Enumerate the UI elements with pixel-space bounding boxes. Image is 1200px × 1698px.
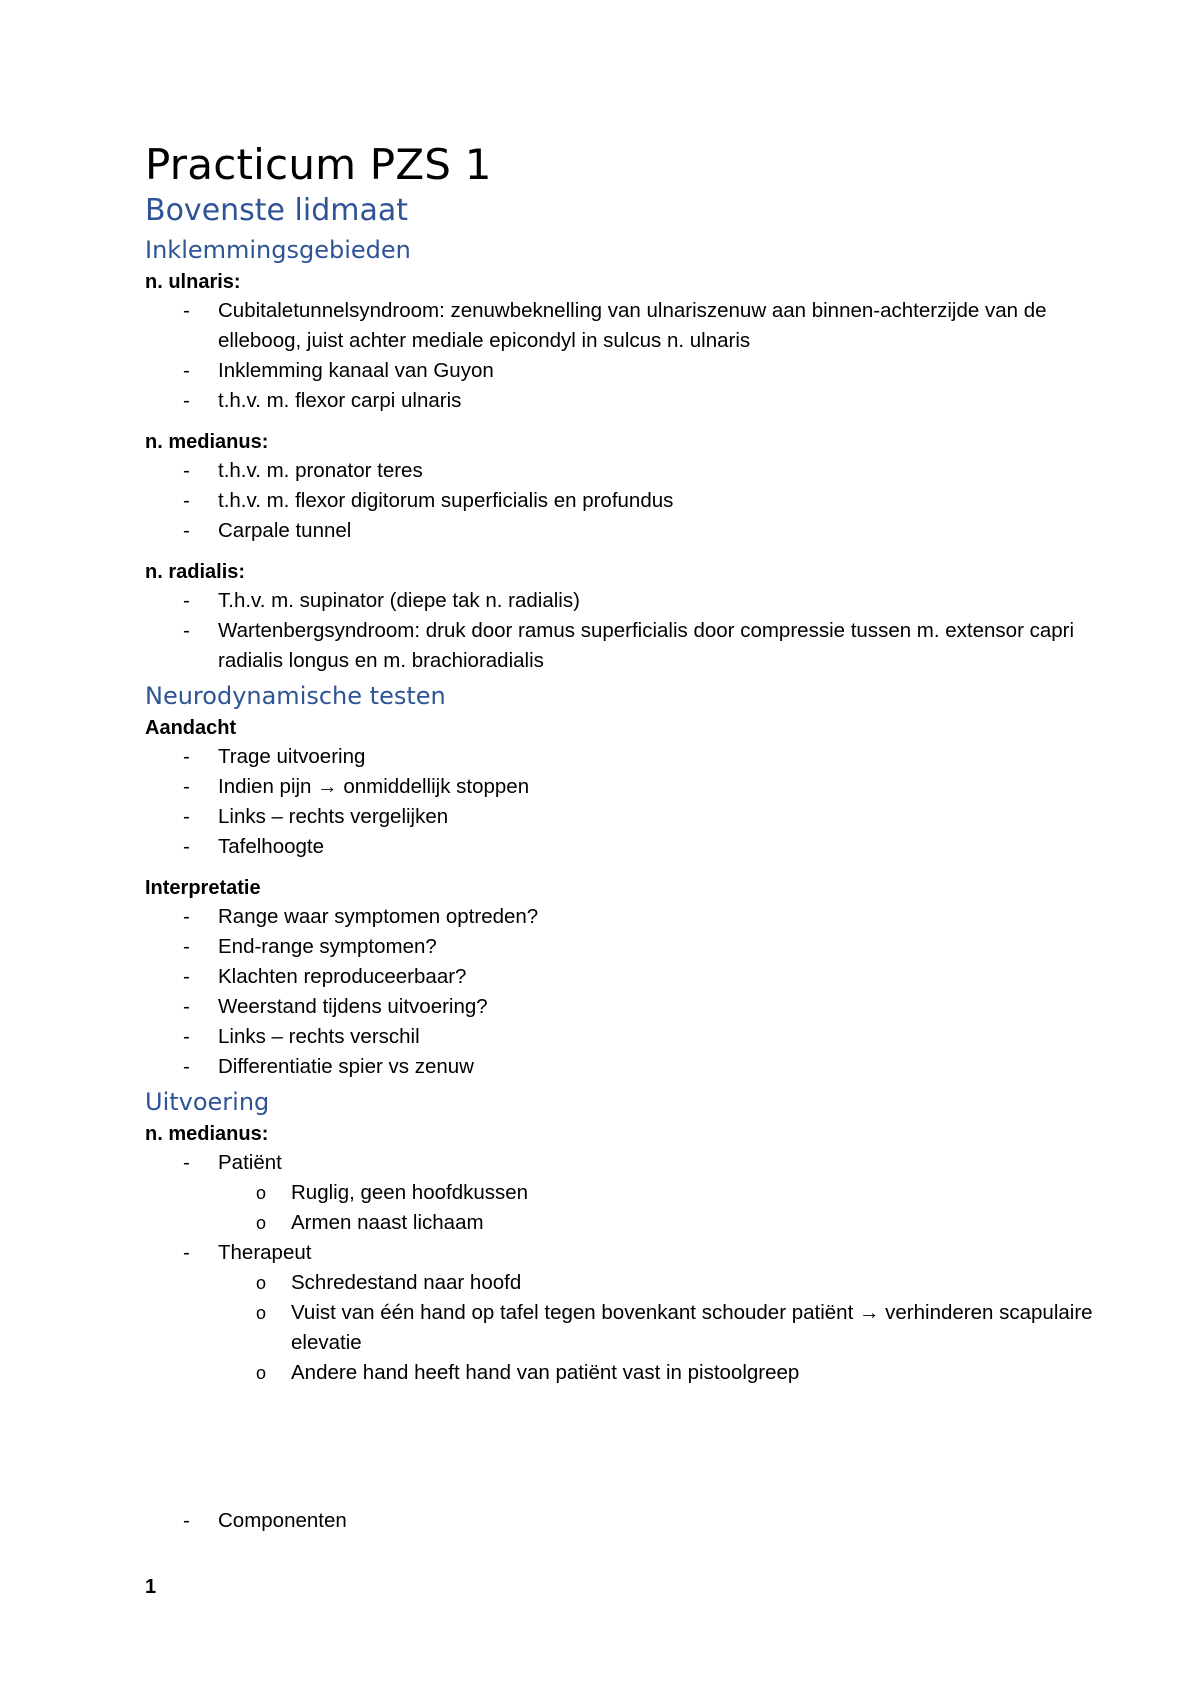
list-item — [145, 1022, 1105, 1052]
list-item — [145, 386, 1105, 416]
list-item — [145, 932, 1105, 962]
neuro-heading: Neurodynamische testen — [145, 682, 446, 710]
list-item — [145, 1238, 1105, 1388]
sub-list-item — [218, 1268, 1105, 1298]
list-item — [145, 992, 1105, 1022]
medianus-label: n. medianus: — [145, 431, 269, 453]
dash-marker: - — [183, 459, 190, 482]
list-item — [145, 486, 1105, 516]
dash-marker: - — [183, 1509, 190, 1532]
list-item — [145, 456, 1105, 486]
circle-marker: o — [256, 1183, 267, 1203]
circle-marker: o — [256, 1273, 267, 1293]
list-item-text: t.h.v. m. flexor carpi ulnaris — [218, 389, 462, 412]
sub-list-item-text: Vuist van één hand op tafel tegen bovenkant schouder patiënt → verhinderen scapulaire elevatie — [291, 1301, 1093, 1354]
circle-marker: o — [256, 1213, 267, 1233]
list-item-text: Klachten reproduceerbaar? — [218, 965, 467, 988]
list-item-text: Range waar symptomen optreden? — [218, 905, 539, 928]
dash-marker: - — [183, 745, 190, 768]
dash-marker: - — [183, 359, 190, 382]
list-item — [145, 296, 1105, 356]
dash-marker: - — [183, 805, 190, 828]
list-item — [145, 832, 1105, 862]
uitvoering-list — [145, 1148, 1105, 1388]
sub-list-item-text: Armen naast lichaam — [291, 1211, 484, 1234]
therapeut-sublist — [218, 1268, 1105, 1388]
dash-marker: - — [183, 965, 190, 988]
uitvoering-heading: Uitvoering — [145, 1088, 270, 1116]
sub-list-item — [218, 1358, 1105, 1388]
circle-marker: o — [256, 1303, 267, 1323]
dash-marker: - — [183, 995, 190, 1018]
list-item-text: T.h.v. m. supinator (diepe tak n. radialis) — [218, 589, 580, 612]
list-item — [145, 772, 1105, 802]
sub-list-item — [218, 1208, 1105, 1238]
uitvoering-medianus-label: n. medianus: — [145, 1123, 269, 1145]
radialis-label: n. radialis: — [145, 561, 246, 583]
dash-marker: - — [183, 935, 190, 958]
list-item-text: Indien pijn → onmiddellijk stoppen — [218, 775, 530, 798]
list-item — [145, 1506, 1105, 1536]
list-item — [145, 356, 1105, 386]
list-item-text: Tafelhoogte — [218, 835, 325, 858]
list-item-text: Trage uitvoering — [218, 745, 366, 768]
list-item-text: Cubitaletunnelsyndroom: zenuwbeknelling van ulnariszenuw aan binnen-achterzijde van de elleboog, juist achter mediale epicondyl in sulcus n. ulnaris — [218, 299, 1047, 352]
list-item — [145, 1052, 1105, 1082]
list-item-text: Inklemming kanaal van Guyon — [218, 359, 494, 382]
list-item — [145, 586, 1105, 616]
list-item — [145, 802, 1105, 832]
radialis-list — [145, 586, 1105, 676]
componenten-list — [145, 1506, 1105, 1536]
list-item-text: t.h.v. m. pronator teres — [218, 459, 423, 482]
page-number: 1 — [145, 1576, 157, 1598]
dash-marker: - — [183, 619, 190, 642]
list-item-text: Carpale tunnel — [218, 519, 352, 542]
ulnaris-label: n. ulnaris: — [145, 271, 241, 293]
dash-marker: - — [183, 519, 190, 542]
list-item-text: End-range symptomen? — [218, 935, 437, 958]
aandacht-list — [145, 742, 1105, 862]
dash-marker: - — [183, 1025, 190, 1048]
list-item-text: Links – rechts vergelijken — [218, 805, 449, 828]
list-item — [145, 1148, 1105, 1238]
list-item-text: Links – rechts verschil — [218, 1025, 420, 1048]
document-title: Practicum PZS 1 — [145, 140, 492, 189]
interpretatie-list — [145, 902, 1105, 1082]
section-heading: Bovenste lidmaat — [145, 193, 409, 228]
aandacht-label: Aandacht — [145, 717, 237, 739]
dash-marker: - — [183, 1241, 190, 1264]
sub-list-item — [218, 1298, 1105, 1358]
list-item-text: t.h.v. m. flexor digitorum superficialis en profundus — [218, 489, 674, 512]
list-item-text: Componenten — [218, 1509, 347, 1532]
sub-list-item-text: Ruglig, geen hoofdkussen — [291, 1181, 529, 1204]
sub-list-item-text: Schredestand naar hoofd — [291, 1271, 522, 1294]
dash-marker: - — [183, 389, 190, 412]
list-item — [145, 902, 1105, 932]
medianus-list — [145, 456, 1105, 546]
dash-marker: - — [183, 489, 190, 512]
dash-marker: - — [183, 1151, 190, 1174]
sub-list-item-text: Andere hand heeft hand van patiënt vast in pistoolgreep — [291, 1361, 800, 1384]
list-item — [145, 516, 1105, 546]
list-item-text: Therapeut — [218, 1241, 312, 1264]
list-item-text: Differentiatie spier vs zenuw — [218, 1055, 474, 1078]
sub-list-item — [218, 1178, 1105, 1208]
list-item — [145, 962, 1105, 992]
interpretatie-label: Interpretatie — [145, 877, 261, 899]
ulnaris-list — [145, 296, 1105, 416]
patient-sublist — [218, 1178, 1105, 1238]
list-item-text: Wartenbergsyndroom: druk door ramus superficialis door compressie tussen m. extensor capri radialis longus en m. brachioradialis — [218, 619, 1075, 672]
dash-marker: - — [183, 1055, 190, 1078]
blank-space — [145, 1388, 1105, 1506]
list-item — [145, 616, 1105, 676]
dash-marker: - — [183, 775, 190, 798]
list-item-text: Weerstand tijdens uitvoering? — [218, 995, 488, 1018]
dash-marker: - — [183, 299, 190, 322]
document-page — [145, 140, 1105, 1536]
inklemming-heading: Inklemmingsgebieden — [145, 236, 411, 264]
circle-marker: o — [256, 1363, 267, 1383]
dash-marker: - — [183, 835, 190, 858]
list-item-text: Patiënt — [218, 1151, 282, 1174]
dash-marker: - — [183, 589, 190, 612]
list-item — [145, 742, 1105, 772]
dash-marker: - — [183, 905, 190, 928]
